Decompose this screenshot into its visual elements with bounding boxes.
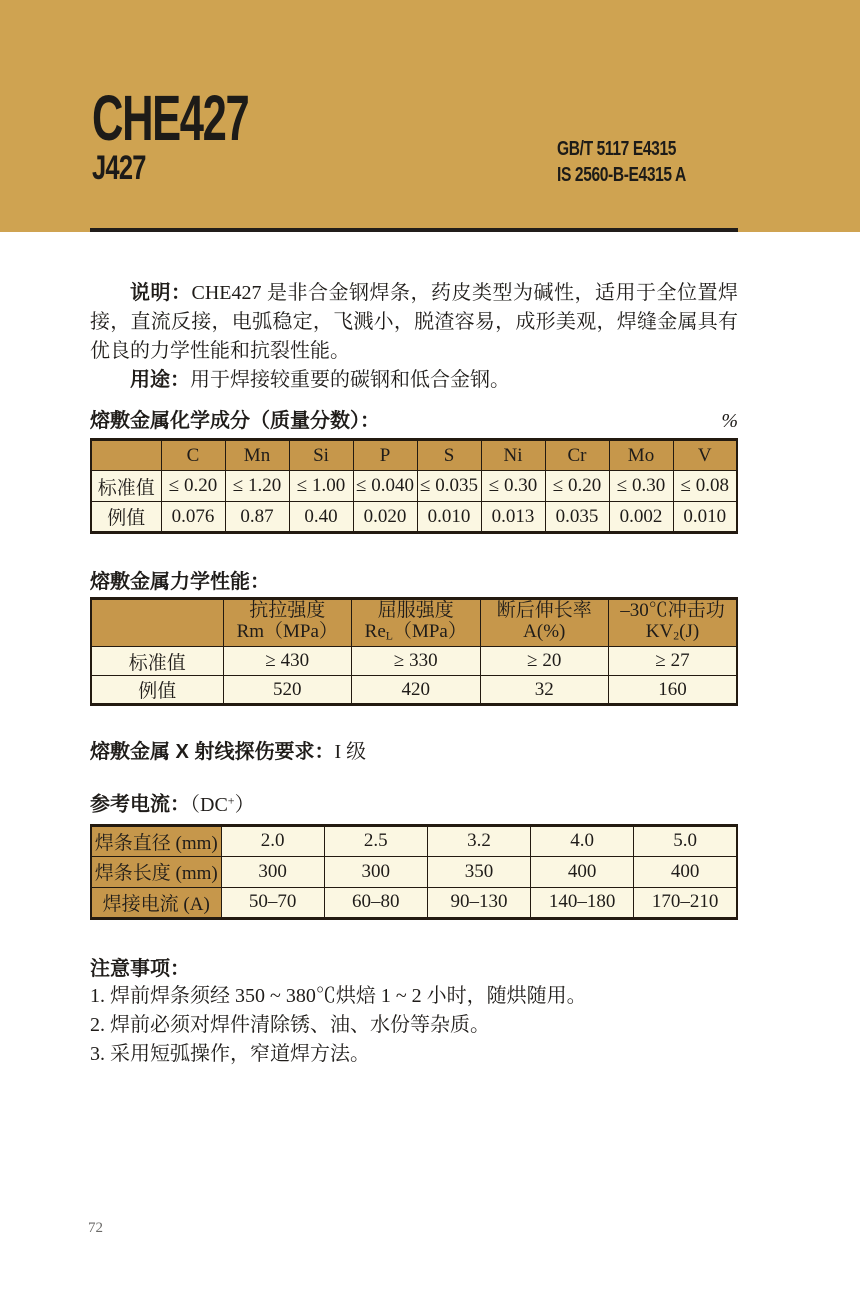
current-label: 参考电流：: [90, 793, 190, 816]
table-cell: ≥ 330: [352, 647, 481, 676]
mechanical-properties-table: [90, 597, 738, 706]
table-cell: 3.2: [427, 825, 530, 856]
note-item: 2. 焊前必须对焊件清除锈、油、水份等杂质。: [90, 1013, 490, 1036]
note-item: 3. 采用短弧操作，窄道焊方法。: [90, 1042, 370, 1065]
table-cell: 5.0: [634, 825, 737, 856]
table-cell: 2.5: [324, 825, 427, 856]
header-banner: [0, 0, 860, 232]
table-cell: 0.010: [417, 502, 481, 533]
table-cell: 160: [609, 676, 738, 705]
column-header-line2: Rm（MPa）: [236, 621, 338, 642]
table-cell: 300: [324, 856, 427, 887]
table-row: [91, 502, 737, 533]
row-label: 例值: [91, 676, 223, 705]
usage-label: 用途：: [130, 369, 190, 391]
table-row: [91, 647, 737, 676]
table-cell: 50–70: [221, 887, 324, 918]
current-condition: （DC+）: [190, 793, 255, 816]
table-cell: 90–130: [427, 887, 530, 918]
row-label: 焊接电流 (A): [91, 887, 221, 918]
description-text: CHE427 是非合金钢焊条，药皮类型为碱性，适用于全位置焊接，直流反接，电弧稳定，飞溅小，脱渣容易，成形美观，焊缝金属具有优良的力学性能和抗裂性能。: [90, 282, 738, 362]
product-model: J427: [92, 149, 146, 187]
standards-block: [557, 136, 722, 188]
table-header-row: [91, 599, 737, 647]
table-cell: 0.013: [481, 502, 545, 533]
column-header: Mo: [609, 440, 673, 471]
table-cell: 170–210: [634, 887, 737, 918]
column-header-line2: $KV_2(J)$: [645, 621, 700, 643]
table-cell: 350: [427, 856, 530, 887]
usage-text: 用于焊接较重要的碳钢和低合金钢。: [190, 369, 510, 391]
table-cell: 0.076: [161, 502, 225, 533]
row-label: 标准值: [91, 471, 161, 502]
table-cell: ≤ 0.30: [609, 471, 673, 502]
row-label: 标准值: [91, 647, 223, 676]
table-cell: 140–180: [531, 887, 634, 918]
column-header: Mn: [225, 440, 289, 471]
column-header: Si: [289, 440, 353, 471]
table-cell: ≥ 27: [609, 647, 738, 676]
header-divider: [90, 228, 738, 232]
notes-title: 注意事项：: [90, 957, 190, 980]
row-label: 焊条直径 (mm): [91, 825, 221, 856]
column-header: V: [673, 440, 737, 471]
note-item: 1. 焊前焊条须经 350 ~ 380℃烘焙 1 ~ 2 小时，随烘随用。: [90, 984, 587, 1007]
table-row: [91, 856, 737, 887]
column-header-line2: A(%): [523, 621, 566, 642]
column-header: S: [417, 440, 481, 471]
table-cell: ≤ 0.08: [673, 471, 737, 502]
column-header-line1: 屈服强度: [377, 600, 454, 621]
chemical-unit: %: [721, 410, 738, 432]
mechanical-title: 熔敷金属力学性能：: [90, 571, 270, 593]
column-header-line2: $Re_L(MPa)$: [364, 621, 467, 643]
table-cell: 60–80: [324, 887, 427, 918]
column-header-line1: 抗拉强度: [249, 600, 326, 621]
row-label: 例值: [91, 502, 161, 533]
table-cell: ≤ 0.035: [417, 471, 481, 502]
table-row: [91, 471, 737, 502]
column-header: C: [161, 440, 225, 471]
description-paragraph: [90, 279, 738, 366]
column-header: [352, 599, 481, 647]
mechanical-section-heading: [90, 570, 738, 594]
table-cell: 0.010: [673, 502, 737, 533]
row-label: 焊条长度 (mm): [91, 856, 221, 887]
table-cell: 0.002: [609, 502, 673, 533]
table-cell: ≥ 430: [223, 647, 352, 676]
standard-is: IS 2560-B-E4315 A: [557, 164, 686, 186]
table-cell: 300: [221, 856, 324, 887]
corner-cell: [91, 440, 161, 471]
table-cell: ≤ 0.20: [161, 471, 225, 502]
table-cell: 520: [223, 676, 352, 705]
usage-paragraph: [90, 366, 738, 395]
table-row: [91, 676, 737, 705]
table-row: [91, 887, 737, 918]
table-cell: 400: [634, 856, 737, 887]
reference-current-table: [90, 824, 738, 920]
table-cell: 420: [352, 676, 481, 705]
column-header-line1: 断后伸长率: [496, 600, 592, 621]
table-row: [91, 825, 737, 856]
table-cell: 0.40: [289, 502, 353, 533]
xray-value: I 级: [334, 741, 367, 764]
table-cell: ≤ 1.00: [289, 471, 353, 502]
corner-cell: [91, 599, 223, 647]
column-header: Cr: [545, 440, 609, 471]
chemical-section-heading: [90, 409, 738, 433]
column-header: [480, 599, 609, 647]
table-cell: ≤ 1.20: [225, 471, 289, 502]
chemical-title: 熔敷金属化学成分（质量分数）：: [90, 410, 380, 432]
column-header: Ni: [481, 440, 545, 471]
content-column: [90, 279, 738, 1069]
table-cell: 32: [480, 676, 609, 705]
column-header-line1: –30℃冲击功: [620, 600, 725, 621]
table-cell: ≤ 0.20: [545, 471, 609, 502]
table-cell: ≤ 0.30: [481, 471, 545, 502]
page-title: CHE427: [92, 82, 249, 154]
table-cell: 2.0: [221, 825, 324, 856]
table-cell: 0.87: [225, 502, 289, 533]
table-header-row: [91, 440, 737, 471]
reference-current-heading: [90, 788, 738, 817]
standard-gb: GB/T 5117 E4315: [557, 138, 677, 160]
description-label: 说明：: [130, 282, 192, 304]
column-header: P: [353, 440, 417, 471]
xray-requirement: [90, 740, 738, 764]
column-header: [223, 599, 352, 647]
table-cell: ≥ 20: [480, 647, 609, 676]
table-cell: ≤ 0.040: [353, 471, 417, 502]
chemical-composition-table: [90, 438, 738, 534]
xray-label: 熔敷金属 X 射线探伤要求：: [90, 741, 335, 764]
table-cell: 4.0: [531, 825, 634, 856]
table-cell: 400: [531, 856, 634, 887]
column-header: [609, 599, 738, 647]
table-cell: 0.020: [353, 502, 417, 533]
page-number: 72: [88, 1220, 103, 1236]
table-cell: 0.035: [545, 502, 609, 533]
